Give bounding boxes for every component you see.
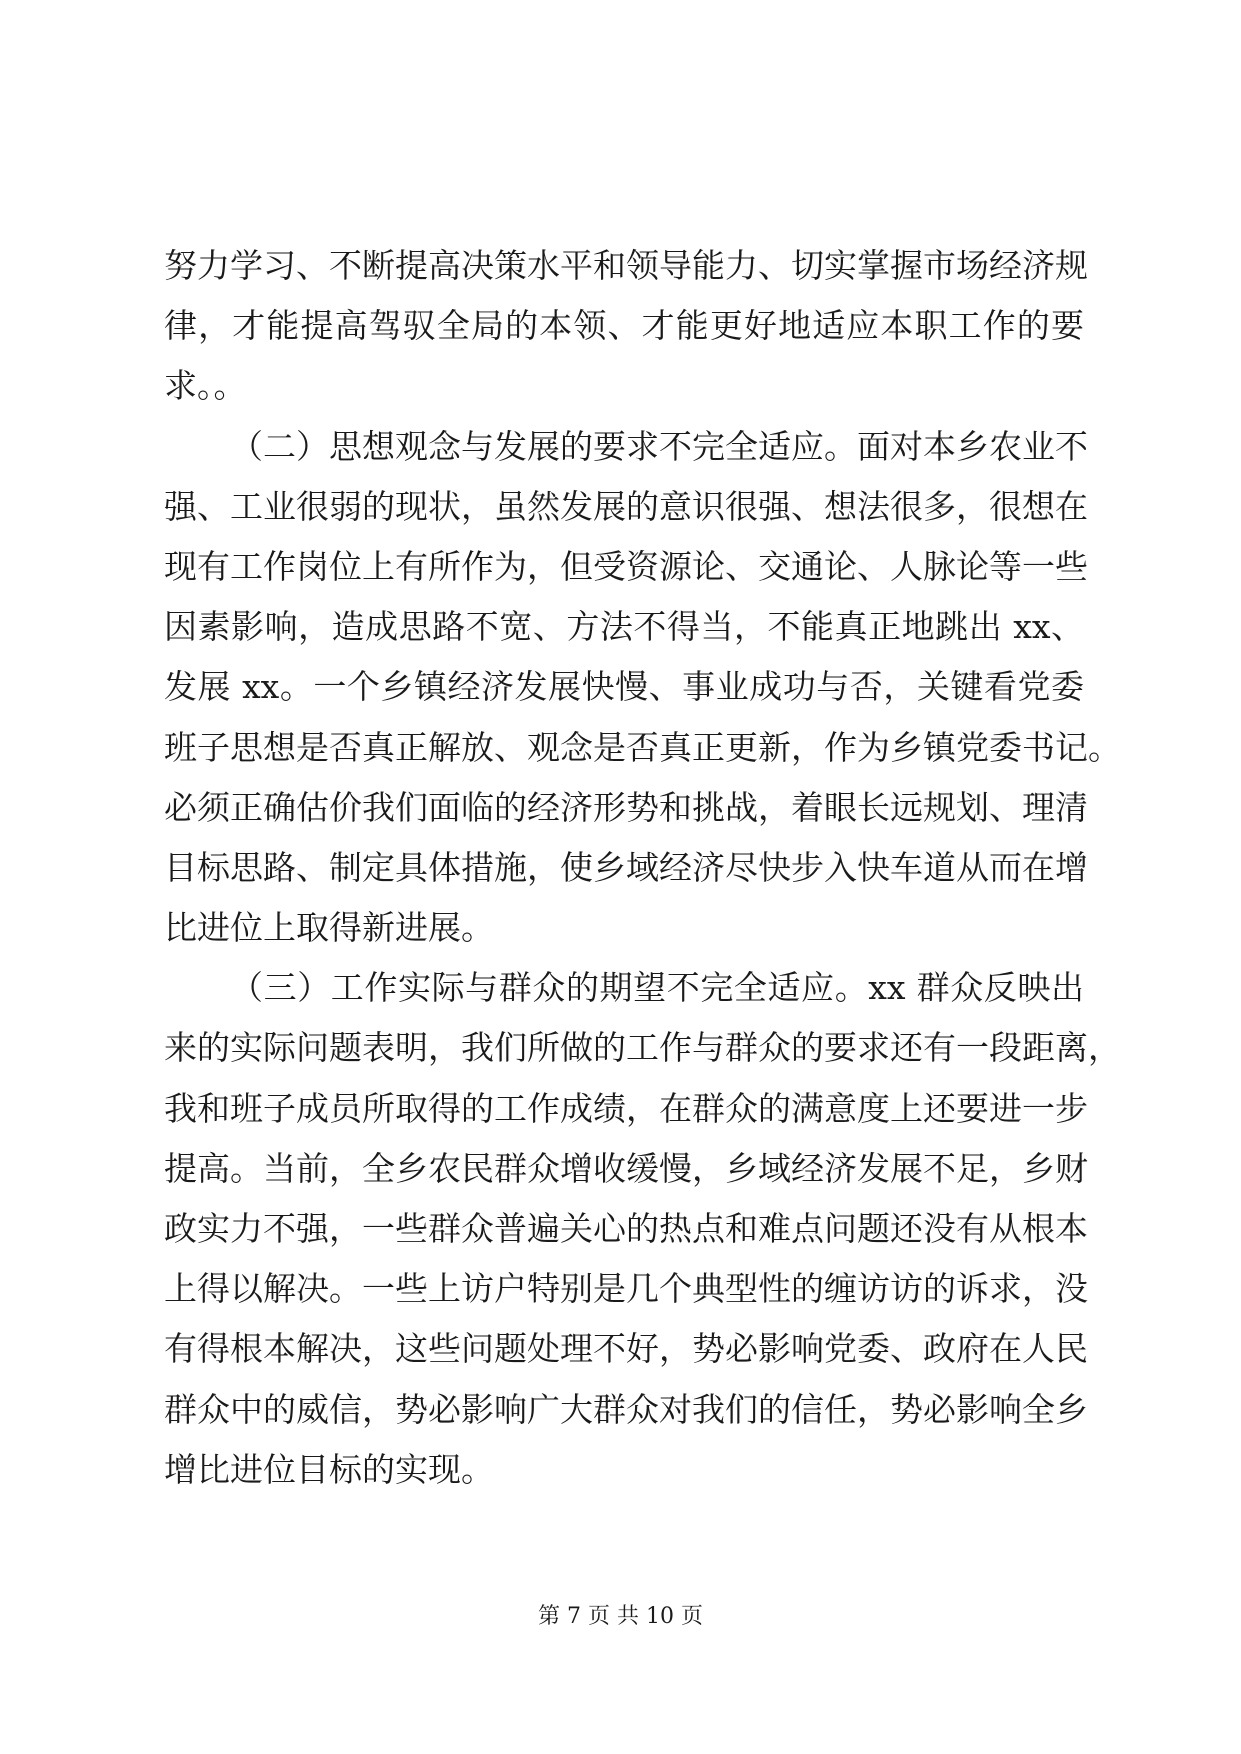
text-line: 发展 xx。一个乡镇经济发展快慢、事业成功与否，关键看党委 [164,667,1084,707]
text-line: 比进位上取得新进展。 [164,908,494,948]
text-line: 目标思路、制定具体措施，使乡域经济尽快步入快车道从而在增 [164,847,1088,887]
text-line: 增比进位目标的实现。 [164,1449,494,1489]
text-line: 强、工业很弱的现状，虽然发展的意识很强、想法很多，很想在 [164,486,1088,526]
text-line: 因素影响，造成思路不宽、方法不得当，不能真正地跳出 xx、 [164,607,1084,647]
paragraph-heading-line: （二）思想观念与发展的要求不完全适应。面对本乡农业不 [230,426,1088,466]
text-line: 政实力不强，一些群众普遍关心的热点和难点问题还没有从根本 [164,1209,1088,1248]
text-line: 现有工作岗位上有所作为，但受资源论、交通论、人脉论等一些 [164,546,1088,586]
text-line: 必须正确估价我们面临的经济形势和挑战，着眼长远规划、理清 [164,787,1088,827]
page-number-footer: 第 7 页 共 10 页 [538,1604,703,1629]
text-line: 有得根本解决，这些问题处理不好，势必影响党委、政府在人民 [164,1329,1088,1369]
text-line: 上得以解决。一些上访户特别是几个典型性的缠访访的诉求，没 [164,1269,1088,1309]
text-line: 我和班子成员所取得的工作成绩，在群众的满意度上还要进一步 [164,1088,1088,1128]
text-line: 律，才能提高驾驭全局的本领、才能更好地适应本职工作的要 [164,306,1084,346]
paragraph-heading-line: （三）工作实际与群众的期望不完全适应。xx 群众反映出 [230,968,1084,1008]
text-line: 努力学习、不断提高决策水平和领导能力、切实掌握市场经济规 [164,246,1088,285]
text-line: 群众中的威信，势必影响广大群众对我们的信任，势必影响全乡 [164,1389,1088,1429]
document-body [164,236,1121,1500]
text-line: 来的实际问题表明，我们所做的工作与群众的要求还有一段距离， [164,1028,1121,1068]
text-line: 求。。 [164,366,247,406]
text-line: 班子思想是否真正解放、观念是否真正更新，作为乡镇党委书记。 [164,727,1121,767]
text-line: 提高。当前，全乡农民群众增收缓慢，乡域经济发展不足，乡财 [164,1148,1088,1188]
